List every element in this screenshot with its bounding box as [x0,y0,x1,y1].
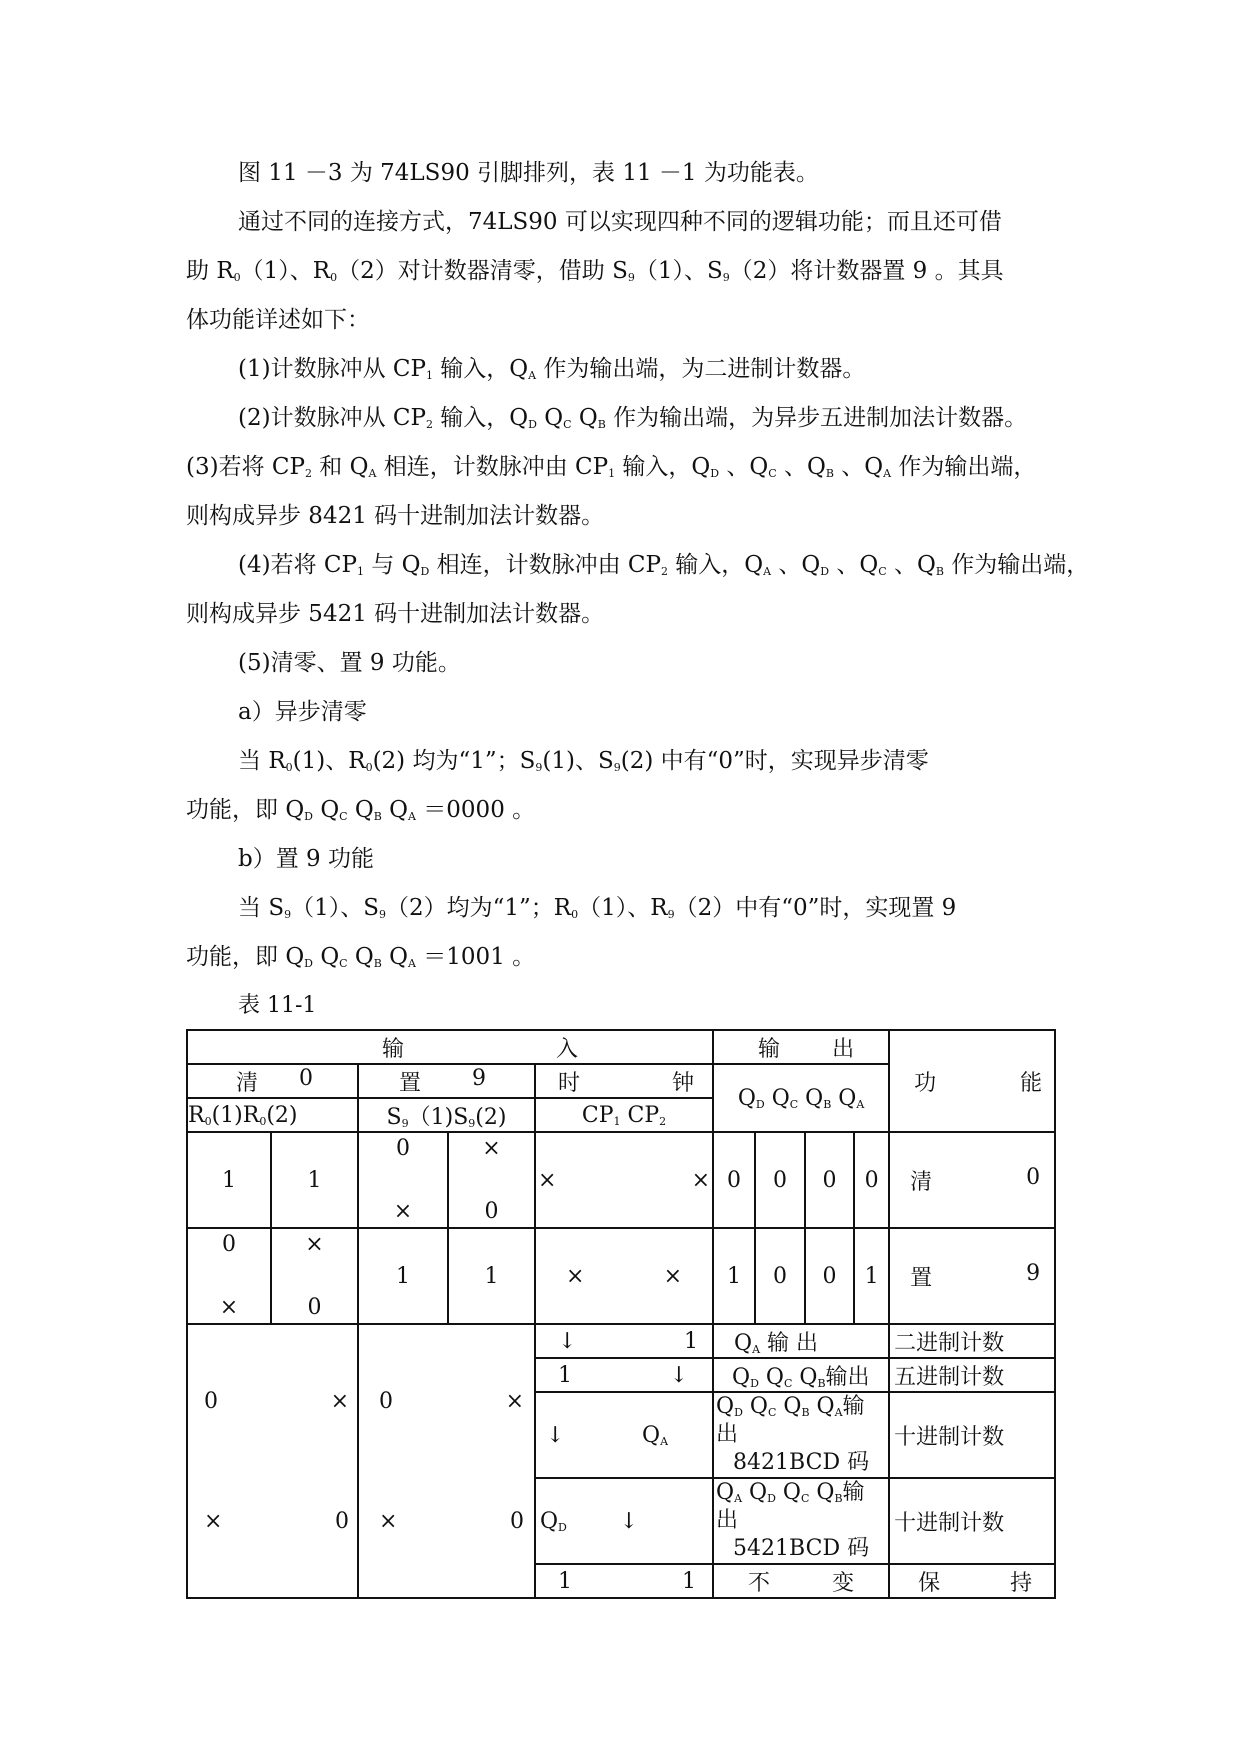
output-cell: $Q_D$ $Q_C$ $Q_B$输出 [713,1358,889,1392]
s1-cell: 0 × [358,1132,448,1228]
function-cell: 保 持 [889,1564,1055,1598]
paragraph-line: 通过不同的连接方式，74LS90 可以实现四种不同的逻辑功能；而且还可借 [238,209,1002,235]
output-cell: $Q_D$ $Q_C$ $Q_B$ $Q_A$输出 8421BCD 码 [713,1392,889,1478]
paragraph-line: (2)计数脉冲从 $CP_2$ 输入，$Q_D$ $Q_C$ $Q_B$ 作为输出端，为异步五进制加法计数器。 [238,405,1028,431]
q-cell: 0 [755,1132,805,1228]
header-input: 输 入 [187,1030,713,1064]
paragraph-line: b）置 9 功能 [238,846,374,872]
r1-cell: 0 × [187,1228,271,1324]
paragraph-line: 助 $R_0(1)$、$R_0(2)$对计数器清零，借助 $S_9(1)$、$S_9(2)$将计数器置 9 。其具 [186,258,1004,284]
paragraph-line: 则构成异步 8421 码十进制加法计数器。 [186,503,605,529]
q-cell: 1 [713,1228,755,1324]
q-cell: 0 [755,1228,805,1324]
header-clear: 清 0 [187,1064,358,1098]
function-cell: 十进制计数 [889,1392,1055,1478]
cp-cell: × × [535,1228,713,1324]
paragraph-line: a）异步清零 [238,699,367,725]
header-q-outputs: $Q_D$ $Q_C$ $Q_B$ $Q_A$ [713,1064,889,1132]
paragraph-line: 图 11 －3 为 74LS90 引脚排列，表 11 －1 为功能表。 [238,160,819,186]
output-cell: 不 变 [713,1564,889,1598]
header-set9: 置 9 [358,1064,535,1098]
q-cell: 0 [854,1132,889,1228]
q-cell: 0 [713,1132,755,1228]
paragraph-line: (1)计数脉冲从 $CP_1$ 输入，$Q_A$ 作为输出端，为二进制计数器。 [238,356,866,382]
r1-cell: 1 [187,1132,271,1228]
header-s-pins: $S_9(1)S_9(2)$ [358,1098,535,1132]
paragraph-line: 体功能详述如下： [186,307,370,333]
r2-cell: 1 [271,1132,358,1228]
r-count-cell: 0 × × 0 [187,1324,358,1598]
cp-cell: ↓ $Q_A$ [535,1392,713,1478]
header-function: 功 能 [889,1030,1055,1132]
function-cell: 置 9 [889,1228,1055,1324]
q-cell: 0 [805,1228,854,1324]
s1-cell: 1 [358,1228,448,1324]
table-row [187,1228,1055,1324]
paragraph-line: (3)若将 $CP_2$ 和 $Q_A$ 相连，计数脉冲由 $CP_1$ 输入，$Q_D$ 、$Q_C$ 、$Q_B$ 、$Q_A$ 作为输出端， [186,454,1037,480]
r2-cell: × 0 [271,1228,358,1324]
function-cell: 五进制计数 [889,1358,1055,1392]
paragraph-line: (4)若将 $CP_1$ 与 $Q_D$ 相连，计数脉冲由 $CP_2$ 输入，$Q_A$ 、$Q_D$ 、$Q_C$ 、$Q_B$ 作为输出端， [238,552,1090,578]
paragraph-line: 当 $S_9(1)$、$S_9(2)$均为“1”；$R_0(1)$、$R_9(2)$中有“0”时，实现置 9 [238,895,957,921]
paragraph-line: 功能，即 $Q_D$ $Q_C$ $Q_B$ $Q_A =1001$ 。 [186,944,536,970]
function-cell: 二进制计数 [889,1324,1055,1358]
header-output: 输 出 [713,1030,889,1064]
s2-cell: 1 [448,1228,535,1324]
paragraph-line: 功能，即 $Q_D$ $Q_C$ $Q_B$ $Q_A =0000$ 。 [186,797,536,823]
cp-cell: $Q_D$ ↓ [535,1478,713,1564]
table-row [187,1132,1055,1228]
q-cell: 1 [854,1228,889,1324]
function-cell: 十进制计数 [889,1478,1055,1564]
cp-cell: 1 ↓ [535,1358,713,1392]
table-row [187,1324,1055,1358]
function-cell: 清 0 [889,1132,1055,1228]
header-r-pins: $R_0(1)R_0(2)$ [187,1098,358,1132]
cp-cell: 1 1 [535,1564,713,1598]
s2-cell: × 0 [448,1132,535,1228]
paragraph-line: 当 $R_0(1)$、$R_0(2)$ 均为“1”；$S_9(1)$、$S_9(2)$ 中有“0”时，实现异步清零 [238,748,929,774]
function-table [186,1029,1056,1599]
cp-cell: × × [535,1132,713,1228]
table-caption: 表 11-1 [238,993,317,1018]
header-clock: 时 钟 [535,1064,713,1098]
output-cell: $Q_A$ $Q_D$ $Q_C$ $Q_B$输出 5421BCD 码 [713,1478,889,1564]
output-cell: $Q_A$ 输 出 [713,1324,889,1358]
q-cell: 0 [805,1132,854,1228]
header-cp-pins: $CP_1$ $CP_2$ [535,1098,713,1132]
s-count-cell: 0 × × 0 [358,1324,535,1598]
cp-cell: ↓ 1 [535,1324,713,1358]
paragraph-line: (5)清零、置 9 功能。 [238,650,461,676]
paragraph-line: 则构成异步 5421 码十进制加法计数器。 [186,601,605,627]
